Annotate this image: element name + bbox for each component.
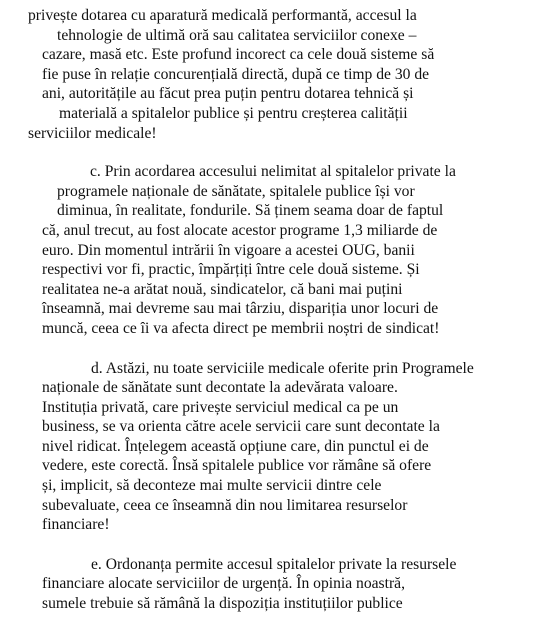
text-line: financiare alocate serviciilor de urgență. În opinia noastră,	[42, 575, 405, 593]
document-page	[28, 6, 528, 634]
text-line: nivel ridicat. Înțelegem această opțiune care, din punctul ei de	[42, 437, 429, 455]
text-line: fie puse în relație concurențială directă, după ce timp de 30 de	[42, 65, 430, 83]
text-line: naționale de sănătate sunt decontate la adevărata valoare.	[42, 379, 398, 397]
text-line: serviciilor medicale!	[28, 124, 157, 142]
text-line: tehnologie de ultimă oră sau calitatea serviciilor conexe –	[57, 26, 417, 44]
text-line: financiare!	[42, 516, 110, 534]
paragraph-e	[28, 555, 528, 614]
text-line: și, implicit, să deconteze mai multe servicii dintre cele	[42, 477, 382, 495]
text-line: d. Astăzi, nu toate serviciile medicale oferite prin Programele	[91, 359, 474, 377]
text-line: programele naționale de sănătate, spitalele publice își vor	[57, 182, 415, 200]
text-line: e. Ordonanța permite accesul spitalelor private la resursele	[91, 555, 457, 573]
text-line: sumele trebuie să rămână la dispoziția instituțiilor publice	[42, 595, 403, 613]
paragraph-continuation	[28, 6, 528, 143]
text-line: realitatea ne-a arătat nouă, sindicatelor, că bani mai puțini	[42, 280, 403, 298]
text-line: c. Prin acordarea accesului nelimitat al spitalelor private la	[90, 163, 456, 181]
text-line: muncă, ceea ce îi va afecta direct pe membrii noștri de sindicat!	[42, 319, 440, 337]
text-line: ani, autoritățile au făcut prea puțin pentru dotarea tehnică și	[42, 85, 414, 103]
text-line: business, se va orienta către acele servicii care sunt decontate la	[42, 418, 440, 436]
text-line: materială a spitalelor publice și pentru creșterea calității	[59, 104, 408, 122]
text-line: că, anul trecut, au fost alocate acestor programe 1,3 miliarde de	[42, 221, 438, 239]
text-line: privește dotarea cu aparatură medicală performantă, accesul la	[28, 7, 417, 24]
paragraph-d	[28, 359, 528, 535]
text-line: cazare, masă etc. Este profund incorect ca cele două sisteme să	[42, 46, 435, 64]
paragraph-c	[28, 162, 528, 338]
text-line: vedere, este corectă. Însă spitalele publice vor rămâne să ofere	[42, 457, 432, 475]
text-line: înseamnă, mai devreme sau mai târziu, dispariția unor locuri de	[42, 300, 439, 318]
text-line: Instituția privată, care privește serviciul medical ca pe un	[42, 398, 399, 416]
text-line: subevaluate, ceea ce înseamnă din nou limitarea resurselor	[42, 496, 408, 514]
text-line: euro. Din momentul intrării în vigoare a acestei OUG, banii	[42, 241, 415, 259]
text-line: respectivi vor fi, practic, împărțiți între cele două sisteme. Și	[42, 261, 420, 279]
text-line: diminua, în realitate, fondurile. Să ținem seama doar de faptul	[57, 202, 444, 220]
